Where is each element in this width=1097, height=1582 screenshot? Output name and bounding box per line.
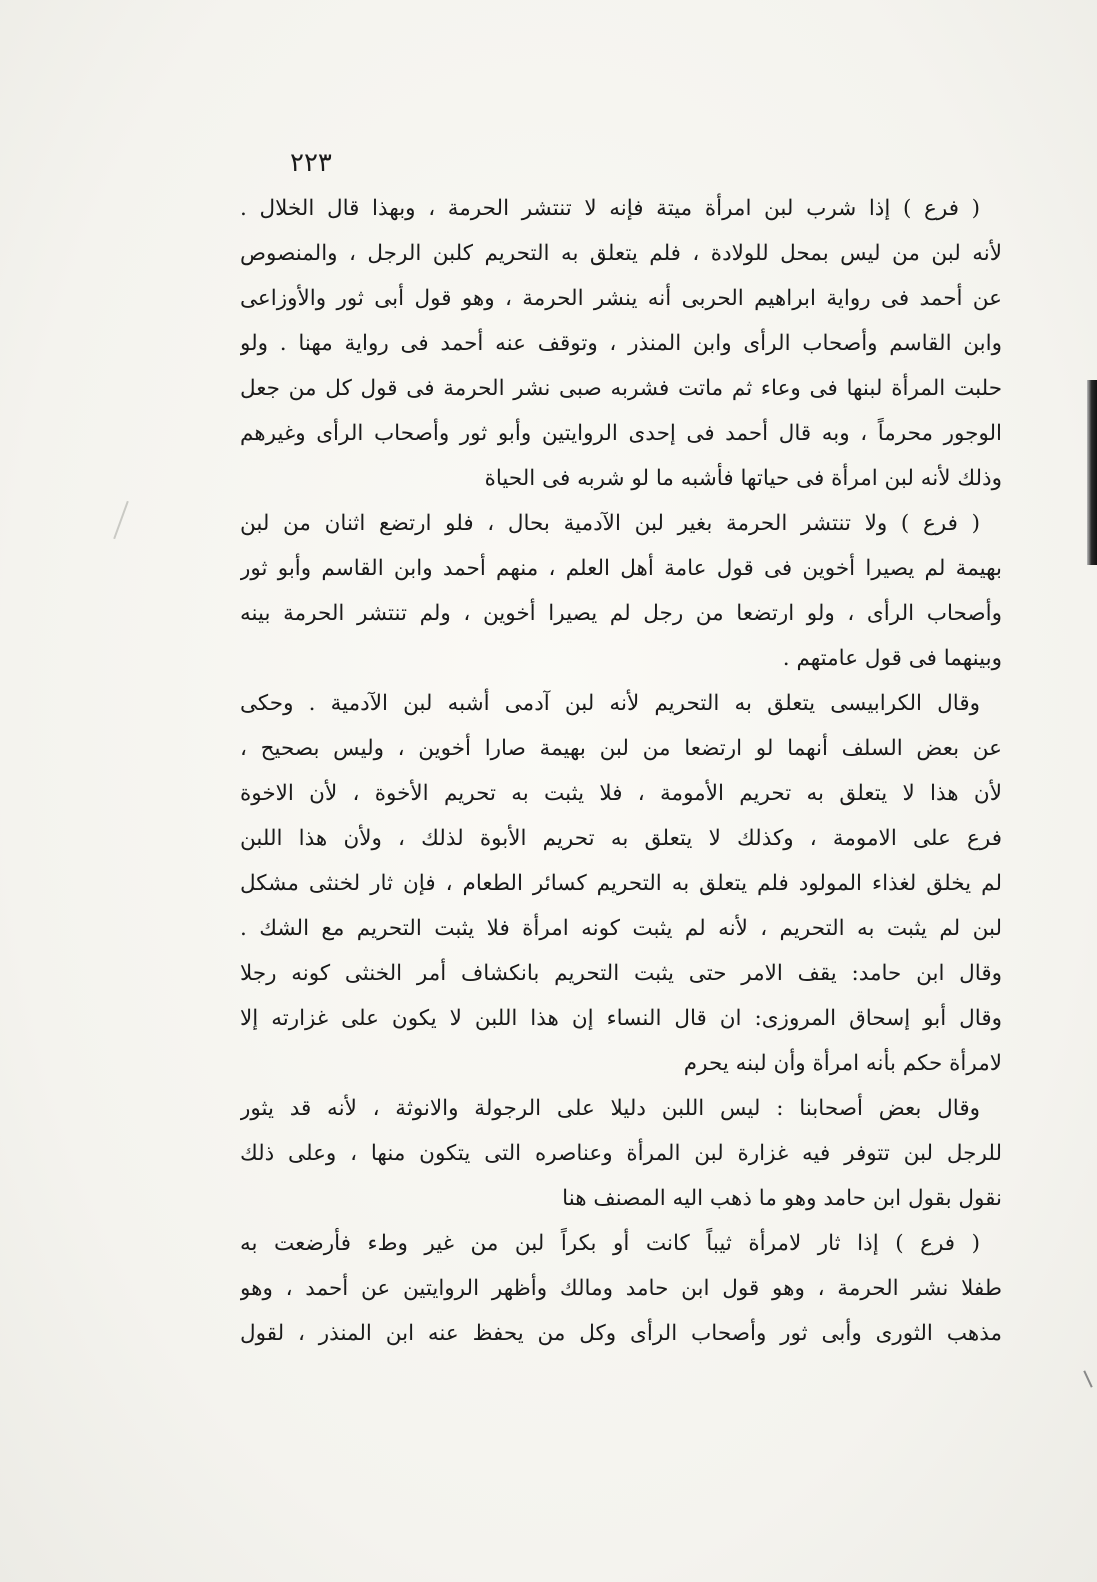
text-line: حلبت المرأة لبنها فى وعاء ثم ماتت فشربه صبى نشر الحرمة فى قول كل من جعل [240,376,1002,401]
text-line: لأنه لبن من ليس بمحل للولادة ، فلم يتعلق به التحريم كلبن الرجل ، والمنصوص [240,241,1002,266]
edge-tick-mark [1083,1370,1092,1387]
text-line: مذهب الثورى وأبى ثور وأصحاب الرأى وكل من يحفظ عنه ابن المنذر ، لقول [240,1321,1002,1346]
text-line: الوجور محرماً ، وبه قال أحمد فى إحدى الروايتين وأبو ثور وأصحاب الرأى وغيرهم [240,421,1002,446]
body-text [240,186,1002,1356]
text-line: طفلا نشر الحرمة ، وهو قول ابن حامد ومالك وأظهر الروايتين عن أحمد ، وهو [240,1276,1002,1301]
text-line: وأصحاب الرأى ، ولو ارتضعا من رجل لم يصيرا أخوين ، ولم تنتشر الحرمة بينه [240,601,1002,626]
text-line: لم يخلق لغذاء المولود فلم يتعلق به التحريم كسائر الطعام ، فإن ثار لخنثى مشكل [240,871,1002,896]
text-line: للرجل لبن تتوفر فيه غزارة لبن المرأة وعناصره التى يتكون منها ، وعلى ذلك [240,1141,1002,1166]
text-line: لبن لم يثبت به التحريم ، لأنه لم يثبت كونه امرأة فلا يثبت التحريم مع الشك . [240,916,1002,941]
binding-edge-mark [1087,380,1097,565]
page-number: ٢٢٣ [290,148,332,178]
text-line: ( فرع ) إذا ثار لامرأة ثيباً كانت أو بكراً لبن من غير وطء فأرضعت به [240,1231,980,1256]
text-line: وبينهما فى قول عامتهم . [782,646,1002,671]
text-line: وقال الكرابيسى يتعلق به التحريم لأنه لبن آدمى أشبه لبن الآدمية . وحكى [240,691,980,716]
text-line: وذلك لأنه لبن امرأة فى حياتها فأشبه ما لو شربه فى الحياة [484,466,1002,491]
text-line: بهيمة لم يصيرا أخوين فى قول عامة أهل العلم ، منهم أحمد وابن القاسم وأبو ثور [240,556,1002,581]
text-line: لامرأة حكم بأنه امرأة وأن لبنه يحرم [683,1051,1002,1076]
text-line: ( فرع ) ولا تنتشر الحرمة بغير لبن الآدمية بحال ، فلو ارتضع اثنان من لبن [240,511,980,536]
faint-margin-mark [113,501,129,539]
text-line: لأن هذا لا يتعلق به تحريم الأمومة ، فلا يثبت به تحريم الأخوة ، لأن الاخوة [240,781,1002,806]
text-line: عن بعض السلف أنهما لو ارتضعا من لبن بهيمة صارا أخوين ، وليس بصحيح ، [240,736,1002,761]
text-line: عن أحمد فى رواية ابراهيم الحربى أنه ينشر الحرمة ، وهو قول أبى ثور والأوزاعى [240,286,1002,311]
text-line: وقال أبو إسحاق المروزى: ان قال النساء إن هذا اللبن لا يكون على غزارته إلا [240,1006,1002,1031]
text-line: وقال ابن حامد: يقف الامر حتى يثبت التحريم بانكشاف أمر الخنثى كونه رجلا [240,961,1002,986]
text-line: وقال بعض أصحابنا : ليس اللبن دليلا على الرجولة والانوثة ، لأنه قد يثور [240,1096,980,1121]
text-line: نقول بقول ابن حامد وهو ما ذهب اليه المصنف هنا [562,1186,1002,1211]
text-line: فرع على الامومة ، وكذلك لا يتعلق به تحريم الأبوة لذلك ، ولأن هذا اللبن [240,826,1002,851]
text-line: وابن القاسم وأصحاب الرأى وابن المنذر ، وتوقف عنه أحمد فى رواية مهنا . ولو [240,331,1002,356]
text-line: ( فرع ) إذا شرب لبن امرأة ميتة فإنه لا تنتشر الحرمة ، وبهذا قال الخلال . [240,196,980,221]
